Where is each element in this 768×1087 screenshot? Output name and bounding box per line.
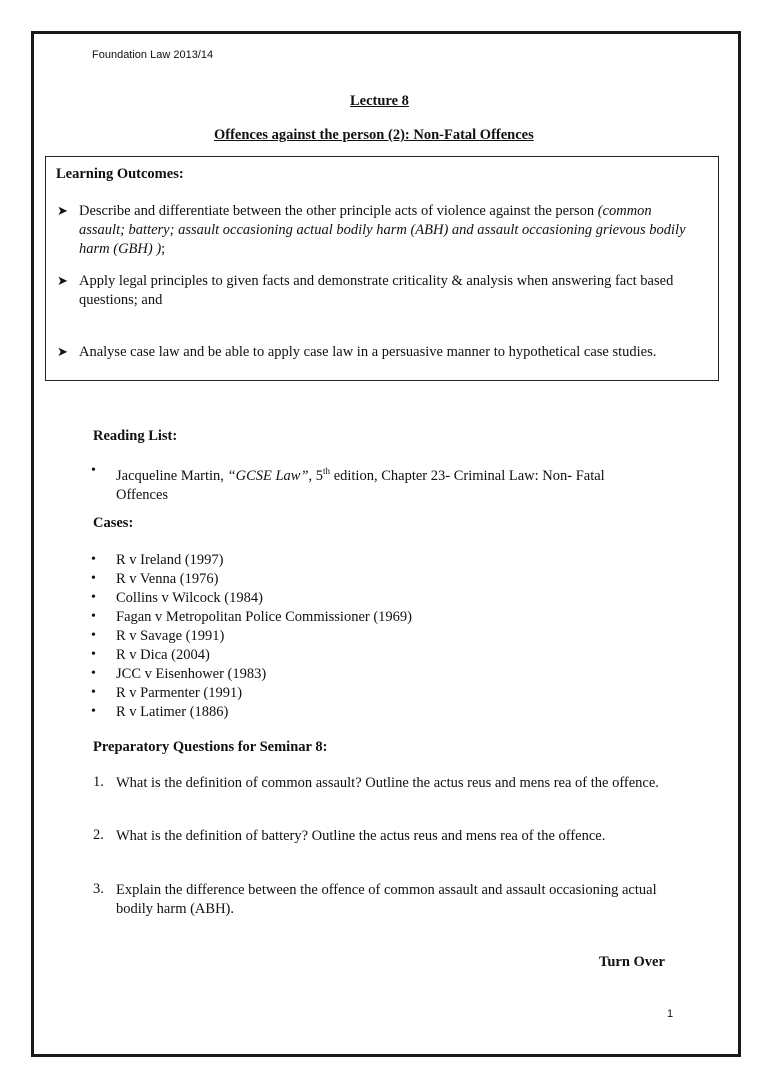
case-item: R v Dica (2004) [116,647,210,663]
case-item: R v Parmenter (1991) [116,685,243,701]
learning-outcome-1 [79,202,701,259]
case-item: R v Savage (1991) [116,628,225,644]
bullet-icon: • [91,463,96,478]
question-number: 1. [93,774,104,790]
bullet-icon: • [91,685,96,700]
learning-outcome-1-italic: (common assault; battery; assault occasioning actual bodily harm (ABH) and assault occasioning grievous bodily harm (GBH) ) [79,203,686,257]
question-number: 3. [93,881,104,897]
bullet-icon: • [91,609,96,624]
reading-edition-number: 5 [315,467,324,484]
case-item: R v Latimer (1886) [116,704,229,720]
reading-chapter-cont: Offences [116,486,169,503]
bullet-icon: • [91,590,96,605]
reading-edition-suffix: th [323,466,331,476]
arrow-bullet-icon: ➤ [57,344,68,359]
arrow-bullet-icon: ➤ [57,203,68,218]
case-item: Collins v Wilcock (1984) [116,590,263,606]
bullet-icon: • [91,571,96,586]
lecture-subtitle: Offences against the person (2): Non-Fatal Offences [214,127,534,143]
questions-heading: Preparatory Questions for Seminar 8: [93,739,328,755]
case-item: Fagan v Metropolitan Police Commissioner (1969) [116,609,413,625]
learning-outcomes-heading: Learning Outcomes: [56,166,184,182]
turn-over-label: Turn Over [599,954,665,970]
arrow-bullet-icon: ➤ [57,273,68,288]
case-item: R v Ireland (1997) [116,552,224,568]
bullet-icon: • [91,666,96,681]
reading-author: Jacqueline Martin, [116,467,224,484]
lecture-title: Lecture 8 [350,93,409,109]
learning-outcome-2: Apply legal principles to given facts and demonstrate criticality & analysis when answering fact based questions; and [79,273,674,308]
question-text: What is the definition of battery? Outline the actus reus and mens rea of the offence. [116,828,606,844]
bullet-icon: • [91,647,96,662]
reading-book-title: “GCSE Law”, [227,467,313,484]
bullet-icon: • [91,552,96,567]
question-number: 2. [93,827,104,843]
page-number: 1 [667,1008,674,1020]
case-item: JCC v Eisenhower (1983) [116,666,267,682]
reading-list-item [116,462,676,505]
question-text: Explain the difference between the offence of common assault and assault occasioning actual bodily harm (ABH). [116,882,657,917]
header-course: Foundation Law 2013/14 [92,49,214,61]
reading-chapter: edition, Chapter 23- Criminal Law: Non- Fatal [333,467,605,484]
learning-outcome-3: Analyse case law and be able to apply case law in a persuasive manner to hypothetical case studies. [79,344,657,360]
learning-outcome-1-end: ; [161,241,166,257]
question-text: What is the definition of common assault? Outline the actus reus and mens rea of the offence. [116,775,659,791]
learning-outcome-1-text: Describe and differentiate between the other principle acts of violence against the person [79,203,598,219]
bullet-icon: • [91,628,96,643]
reading-list-heading: Reading List: [93,428,178,444]
case-item: R v Venna (1976) [116,571,219,587]
bullet-icon: • [91,704,96,719]
cases-heading: Cases: [93,515,134,531]
